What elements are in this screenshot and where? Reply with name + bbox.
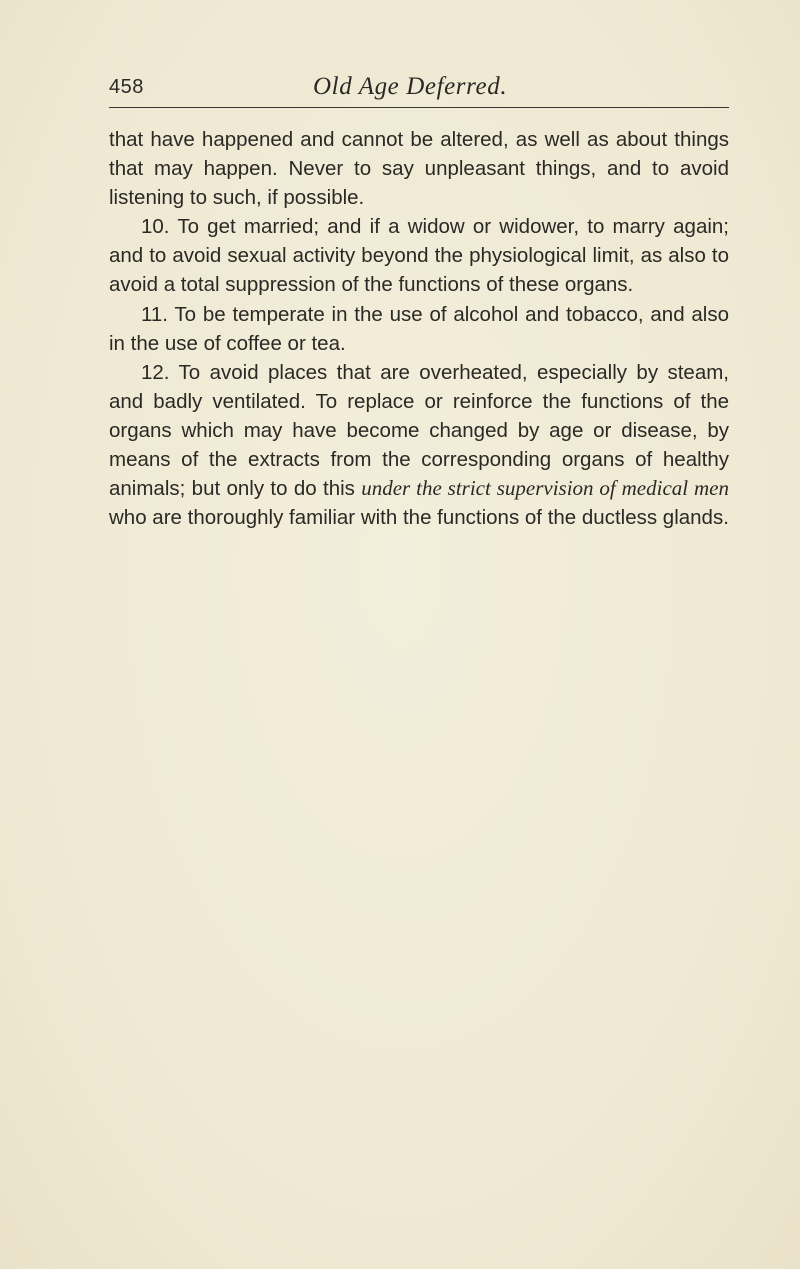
paragraph-item-10: 10. To get married; and if a widow or widower, to marry again; and to avoid sexual activity beyond the physiological limit, as also to avoid a total suppression of the functions of these organs. [109,215,729,297]
running-title: Old Age Deferred. [313,73,508,100]
page-header [109,72,727,106]
paragraph-item-12 [109,358,729,533]
body-text [109,125,729,532]
paragraph-item-12-emphasis: under the strict supervision of medical men [361,476,729,501]
paragraph-continuation: that have happened and cannot be altered, as well as about things that may happen. Never to say unpleasant things, and to avoid listening to such, if possible. [109,128,729,210]
page-number: 458 [109,76,144,98]
paragraph-item-12-lead: 12. To avoid places that are overheated, especially by steam, and badly ventilated. To replace or reinforce the functions of the organs which may have become changed by age or disease, by means of the extracts from the corresponding organs of healthy animals; but only to do this [109,360,729,501]
paragraph-item-12-tail: who are thoroughly familiar with the functions of the ductless glands. [109,506,729,530]
paragraph-item-11: 11. To be temperate in the use of alcohol and tobacco, and also in the use of coffee or tea. [109,302,729,355]
header-rule [109,107,729,108]
